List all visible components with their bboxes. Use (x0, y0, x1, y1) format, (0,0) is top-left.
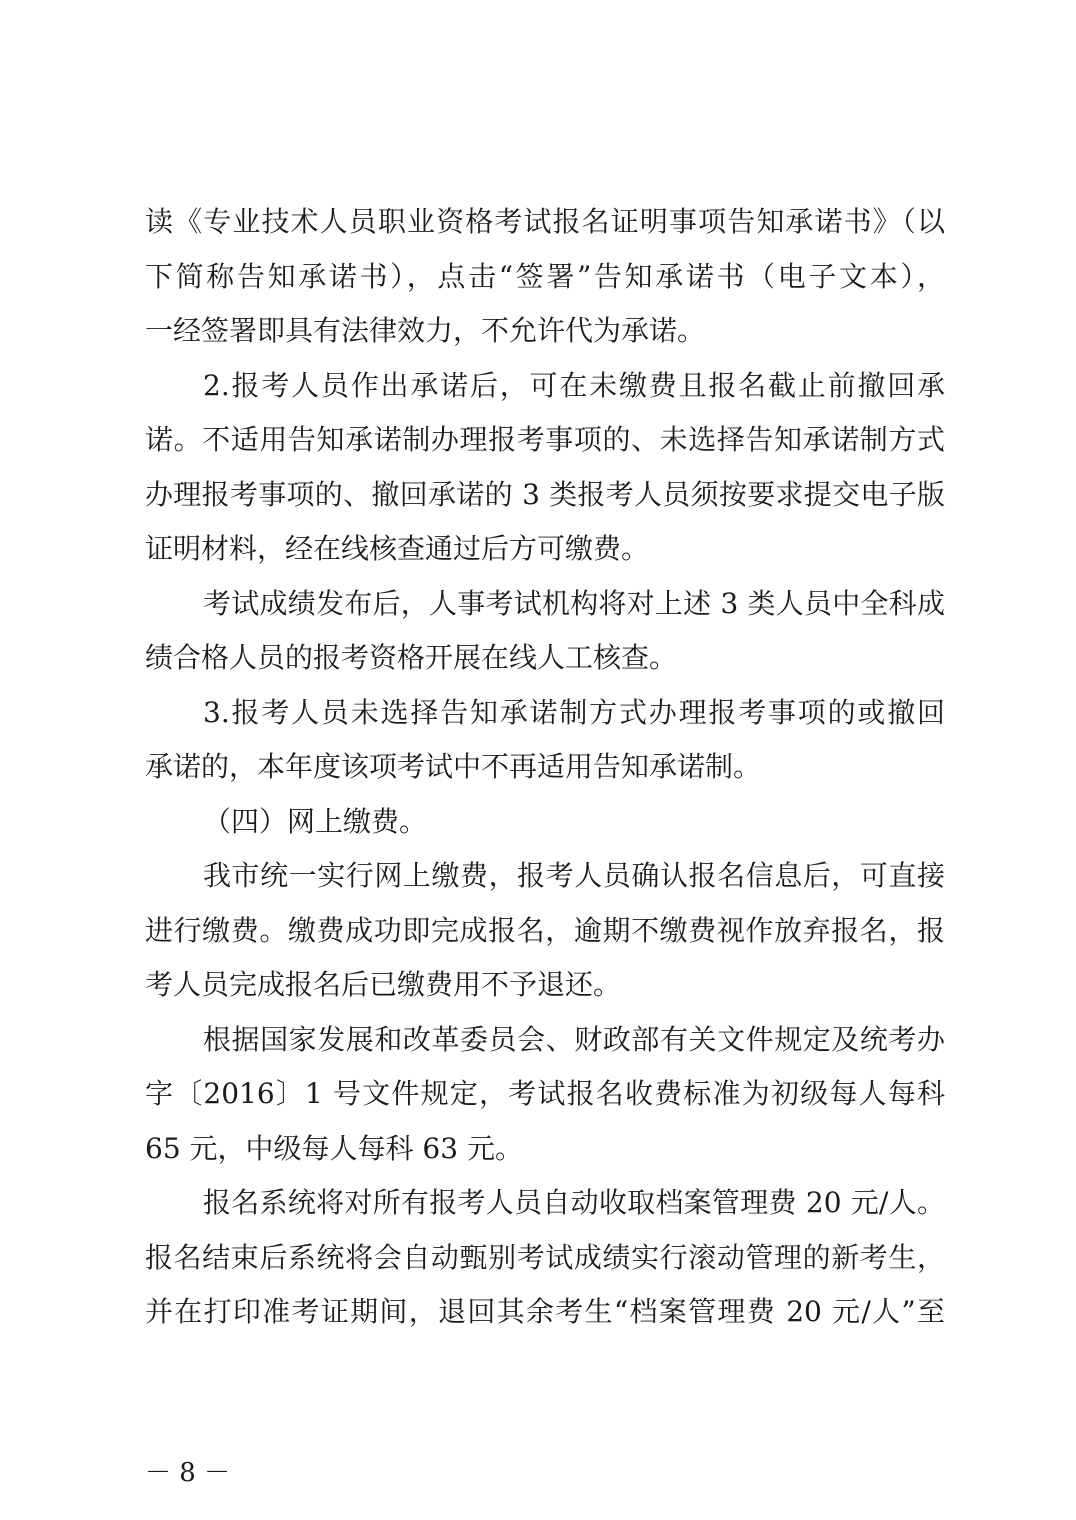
body-text-line: 3.报考人员未选择告知承诺制方式办理报考事项的或撤回 (203, 696, 945, 729)
body-text-line: 承诺的，本年度该项考试中不再适用告知承诺制。 (145, 750, 762, 783)
body-text-line: 诺。不适用告知承诺制办理报考事项的、未选择告知承诺制方式 (145, 423, 945, 456)
body-text-line: 65 元，中级每人每科 63 元。 (145, 1132, 523, 1165)
body-text-line: 报名结束后系统将会自动甄别考试成绩实行滚动管理的新考生， (145, 1241, 945, 1274)
body-text-line: 考人员完成报名后已缴费用不予退还。 (145, 968, 622, 1001)
body-text-line: 字〔2016〕1 号文件规定，考试报名收费标准为初级每人每科 (145, 1077, 945, 1110)
body-text-line: 2.报考人员作出承诺后，可在未缴费且报名截止前撤回承 (203, 369, 945, 402)
body-text-line: 证明材料，经在线核查通过后方可缴费。 (145, 532, 650, 565)
body-text-line: 进行缴费。缴费成功即完成报名，逾期不缴费视作放弃报名，报 (145, 914, 945, 947)
section-heading: （四）网上缴费。 (203, 805, 428, 838)
body-text-line: 报名系统将对所有报考人员自动收取档案管理费 20 元/人。 (203, 1186, 945, 1219)
page-number: － 8 － (145, 1458, 231, 1488)
body-text-line: 并在打印准考证期间，退回其余考生“档案管理费 20 元/人”至 (145, 1295, 945, 1328)
body-text-line: 一经签署即具有法律效力，不允许代为承诺。 (145, 314, 706, 347)
body-text-line: 办理报考事项的、撤回承诺的 3 类报考人员须按要求提交电子版 (145, 478, 945, 511)
body-text-line: 我市统一实行网上缴费，报考人员确认报名信息后，可直接 (203, 859, 945, 892)
body-text-line: 考试成绩发布后，人事考试机构将对上述 3 类人员中全科成 (203, 587, 945, 620)
body-text-line: 绩合格人员的报考资格开展在线人工核查。 (145, 641, 678, 674)
body-text-line: 读《专业技术人员职业资格考试报名证明事项告知承诺书》（以 (145, 205, 945, 238)
body-text-line: 根据国家发展和改革委员会、财政部有关文件规定及统考办 (203, 1023, 945, 1056)
body-text-line: 下简称告知承诺书），点击“签署”告知承诺书（电子文本）， (145, 260, 945, 293)
